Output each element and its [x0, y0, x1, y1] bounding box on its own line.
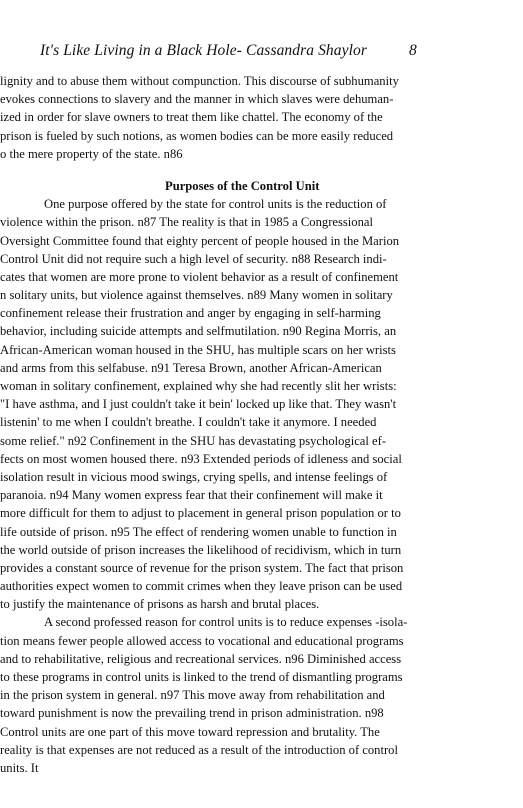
text-line: paranoia. n94 Many women express fear that their confinement will make it	[0, 488, 383, 503]
text-line: provides a constant source of revenue for the prison system. The fact that prison	[0, 560, 404, 575]
text-line: ized in order for slave owners to treat them like chattel. The economy of the	[0, 110, 383, 125]
text-line: A second professed reason for control units is to reduce expenses -isola-	[44, 615, 408, 630]
text-line: behavior, including suicide attempts and selfmutilation. n90 Regina Morris, an	[0, 324, 397, 339]
text-line: and to rehabilitative, religious and recreational services. n96 Diminished access	[0, 651, 402, 666]
text-line: authorities expect women to commit crimes when they leave prison can be used	[0, 579, 403, 594]
text-line: Control Unit did not require such a high level of security. n88 Research indi-	[0, 251, 387, 266]
text-line: reality is that expenses are not reduced as a result of the introduction of control	[0, 742, 398, 757]
text-line: o the mere property of the state. n86	[0, 146, 183, 161]
text-line: African-American woman housed in the SHU, has multiple scars on her wrists	[0, 342, 396, 357]
text-line: isolation result in vicious mood swings, crying spells, and intense feelings of	[0, 469, 388, 484]
text-line: life outside of prison. n95 The effect of rendering women unable to function in	[0, 524, 397, 539]
text-line: to justify the maintenance of prisons as harsh and brutal places.	[0, 597, 320, 612]
text-line: fects on most women housed there. n93 Extended periods of idleness and social	[0, 451, 402, 466]
page-header	[0, 42, 523, 62]
text-line: prison is fueled by such notions, as women bodies can be more easily reduced	[0, 128, 394, 143]
text-line: evokes connections to slavery and the manner in which slaves were dehuman-	[0, 92, 394, 107]
paragraph-3	[0, 613, 470, 777]
text-line: in the prison system in general. n97 This move away from rehabilitation and	[0, 688, 385, 703]
paragraph-1	[0, 72, 470, 163]
text-line: listenin' to me when I couldn't breathe. I couldn't take it anymore. I needed	[0, 415, 377, 430]
text-line: "I have asthma, and I just couldn't take it bein' locked up like that. They wasn't	[0, 397, 397, 412]
text-line: more difficult for them to adjust to placement in general prison population or to	[0, 506, 401, 521]
text-line: cates that women are more prone to violent behavior as a result of confinement	[0, 269, 399, 284]
text-line: and arms from this selfabuse. n91 Teresa Brown, another African-American	[0, 360, 382, 375]
text-line: One purpose offered by the state for control units is the reduction of	[44, 197, 387, 212]
text-line: lignity and to abuse them without compunction. This discourse of subhumanity	[0, 74, 399, 88]
section-heading: Purposes of the Control Unit	[165, 178, 320, 193]
text-line: the world outside of prison increases the likelihood of recidivism, which in turn	[0, 542, 402, 557]
text-line: woman in solitary confinement, explained why she had recently slit her wrists:	[0, 379, 397, 393]
text-line: tion means fewer people allowed access to vocational and educational programs	[0, 633, 404, 648]
text-line: some relief." n92 Confinement in the SHU has devastating psychological ef-	[0, 433, 387, 448]
running-title: It's Like Living in a Black Hole- Cassandra Shaylor	[40, 42, 367, 59]
text-line: toward punishment is now the prevailing trend in prison administration. n98	[0, 706, 384, 721]
text-line: confinement release their frustration and anger by engaging in self-harming	[0, 306, 381, 321]
text-line: n solitary units, but violence against themselves. n89 Many women in solitary	[0, 288, 393, 303]
page-number: 8	[409, 42, 417, 59]
text-line: Oversight Committee found that eighty percent of people housed in the Marion	[0, 233, 400, 248]
text-line: Control units are one part of this move toward repression and brutality. The	[0, 724, 380, 739]
text-line: units. It	[0, 760, 39, 775]
text-line: violence within the prison. n87 The reality is that in 1985 a Congressional	[0, 215, 373, 230]
text-line: to these programs in control units is linked to the trend of dismantling programs	[0, 670, 403, 684]
body-text	[0, 72, 470, 777]
paragraph-2	[0, 195, 470, 613]
